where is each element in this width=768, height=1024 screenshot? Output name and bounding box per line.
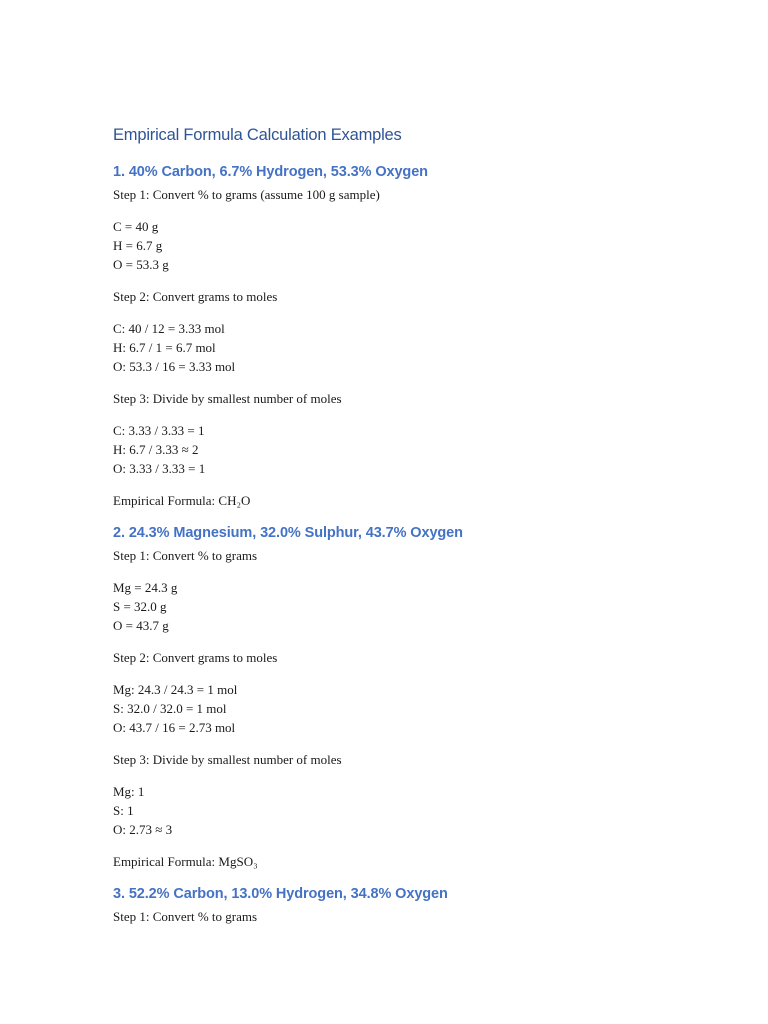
list-item: H: 6.7 / 3.33 ≈ 2 (113, 442, 199, 457)
moles-list (113, 680, 713, 737)
grams-list (113, 578, 713, 635)
list-item: C: 40 / 12 = 3.33 mol (113, 321, 225, 336)
ratios-list (113, 421, 713, 478)
grams-list (113, 217, 713, 274)
list-item: S: 1 (113, 803, 134, 818)
list-item: O: 2.73 ≈ 3 (113, 822, 173, 837)
ratios-list (113, 782, 713, 839)
list-item: O: 53.3 / 16 = 3.33 mol (113, 359, 236, 374)
step-text: Step 1: Convert % to grams (113, 548, 258, 563)
step-text: Step 2: Convert grams to moles (113, 650, 278, 665)
section-heading: 1. 40% Carbon, 6.7% Hydrogen, 53.3% Oxygen (113, 164, 428, 180)
list-item: H: 6.7 / 1 = 6.7 mol (113, 340, 216, 355)
list-item: Mg: 24.3 / 24.3 = 1 mol (113, 682, 238, 697)
list-item: O: 3.33 / 3.33 = 1 (113, 461, 206, 476)
step-text: Step 3: Divide by smallest number of moles (113, 752, 342, 767)
list-item: O = 43.7 g (113, 618, 169, 633)
step-text: Step 1: Convert % to grams (113, 909, 258, 924)
empirical-formula: Empirical Formula: CH₂O (113, 493, 251, 508)
document-page (113, 124, 713, 926)
list-item: H = 6.7 g (113, 238, 163, 253)
list-item: O = 53.3 g (113, 257, 169, 272)
empirical-formula: Empirical Formula: MgSO₃ (113, 854, 258, 869)
list-item: Mg = 24.3 g (113, 580, 178, 595)
list-item: C = 40 g (113, 219, 159, 234)
section-heading: 3. 52.2% Carbon, 13.0% Hydrogen, 34.8% Oxygen (113, 886, 448, 902)
list-item: S: 32.0 / 32.0 = 1 mol (113, 701, 227, 716)
list-item: O: 43.7 / 16 = 2.73 mol (113, 720, 236, 735)
list-item: S = 32.0 g (113, 599, 167, 614)
list-item: C: 3.33 / 3.33 = 1 (113, 423, 205, 438)
step-text: Step 1: Convert % to grams (assume 100 g sample) (113, 187, 380, 202)
section-heading: 2. 24.3% Magnesium, 32.0% Sulphur, 43.7% Oxygen (113, 525, 463, 541)
moles-list (113, 319, 713, 376)
list-item: Mg: 1 (113, 784, 145, 799)
step-text: Step 2: Convert grams to moles (113, 289, 278, 304)
step-text: Step 3: Divide by smallest number of moles (113, 391, 342, 406)
document-title: Empirical Formula Calculation Examples (113, 126, 402, 144)
